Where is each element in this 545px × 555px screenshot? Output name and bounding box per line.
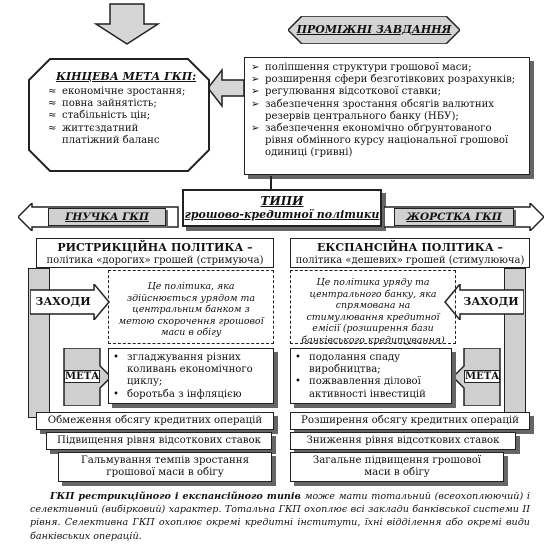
restrictive-measure-3: Гальмування темпів зростання грошової маси в обігу — [58, 452, 272, 482]
restrictive-measure-1: Обмеження обсягу кредитних операцій — [36, 412, 274, 430]
final-goal-block — [28, 58, 210, 172]
rigid-gkp-label: ЖОРСТКА ГКП — [406, 211, 502, 223]
expansive-policy-header — [290, 238, 530, 268]
expansive-measure-2: Зниження рівня відсоткових ставок — [290, 432, 516, 450]
restrictive-subtitle: політика «дорогих» грошей (стримуюча) — [46, 255, 264, 266]
list-item: ➢ розширення сфери безготівкових розрахунків; — [251, 74, 516, 86]
intermediate-tasks-title: ПРОМІЖНІ ЗАВДАННЯ — [296, 23, 452, 36]
list-item: ≈ життєздатний платіжний баланс — [48, 122, 160, 146]
list-item: • боротьба з інфляцією — [113, 388, 242, 400]
footer-rest: може мати тотальний (всеохоплюючий) і селективний (вибірковий) характер. Тотальна ГКП охоплює всі заклади банківської системи II рівня. Селективна ГКП охоплює окремі кредитні інститути, їхні відділення або окремі види банківських операцій. — [30, 491, 530, 542]
flexible-gkp-arrow — [18, 203, 180, 231]
list-item: ➢ поліпшення структури грошової маси; — [251, 62, 472, 73]
final-goal-list — [48, 86, 198, 147]
final-goal-title: КІНЦЕВА МЕТА ГКП: — [56, 70, 197, 83]
expansive-title: ЕКСПАНСІЙНА ПОЛІТИКА – — [316, 241, 504, 254]
restrictive-title: РИСТРИКЦІЙНА ПОЛІТИКА – — [57, 241, 253, 254]
expansive-goals-box — [290, 348, 452, 404]
rigid-gkp-arrow — [384, 203, 544, 231]
list-item: • згладжування різних коливань економічного циклу; — [113, 352, 253, 388]
intermediate-tasks-list — [251, 62, 523, 160]
types-subtitle: грошово-кредитної політики — [184, 208, 380, 221]
list-item: ≈ економічне зростання; — [48, 86, 186, 97]
restrictive-goals-list — [113, 352, 269, 401]
right-goal-arrow — [452, 348, 506, 406]
list-item: ➢ забезпечення зростання обсягів валютних резервів центрального банку (НБУ); — [251, 98, 495, 122]
expansive-measure-3: Загальне підвищення грошової маси в обігу — [290, 452, 504, 482]
restrictive-definition: Це політика, яка здійснюється урядом та центральним банком з метою скорочення грошової маси в обігу — [118, 281, 264, 338]
footer-bold: ГКП рестрикційного і експансійного типів — [50, 491, 301, 502]
restrictive-measure-2: Підвищення рівня відсоткових ставок — [46, 432, 272, 450]
left-goal-label: МЕТА — [65, 371, 100, 382]
right-measures-label: ЗАХОДИ — [463, 295, 519, 308]
left-measures-arrow — [30, 284, 110, 320]
restrictive-goals-box — [108, 348, 274, 404]
expansive-subtitle: політика «дешевих» грошей (стимулююча) — [295, 255, 525, 266]
intermediate-tasks-header — [288, 16, 460, 44]
types-title: ТИПИ — [260, 194, 304, 208]
left-goal-arrow — [58, 348, 112, 406]
types-box — [182, 189, 382, 227]
connector-line — [270, 176, 272, 190]
expansive-definition-box — [290, 270, 456, 344]
footer-note — [30, 490, 530, 543]
flexible-gkp-label: ГНУЧКА ГКП — [65, 211, 149, 223]
list-item: • подолання спаду виробництва; — [295, 352, 401, 376]
down-arrow-icon — [92, 2, 162, 46]
left-measures-label: ЗАХОДИ — [35, 295, 91, 308]
intermediate-tasks-box — [244, 57, 530, 175]
list-item: ➢ регулювання відсоткової ставки; — [251, 86, 441, 98]
list-item: • пожвавлення ділової активності інвестицій — [295, 376, 426, 400]
right-goal-label: МЕТА — [465, 371, 500, 382]
expansive-measure-1: Розширення обсягу кредитних операцій — [290, 412, 530, 430]
expansive-definition: Це політика уряду та центрального банку, яка спрямована на стимулювання кредитної емісії (розширення бази банківського кредитування) — [301, 277, 445, 346]
expansive-goals-list — [295, 352, 447, 401]
list-item: ≈ стабільність цін; — [48, 110, 151, 122]
list-item: ≈ повна зайнятість; — [48, 98, 157, 110]
restrictive-policy-header — [36, 238, 274, 268]
right-measures-arrow — [444, 284, 524, 320]
arrow-left-icon — [206, 68, 246, 108]
restrictive-definition-box — [108, 270, 274, 344]
list-item: ➢ забезпечення економічно обґрунтованого рівня обмінного курсу національної грошової одиниці (гривні) — [251, 123, 509, 159]
